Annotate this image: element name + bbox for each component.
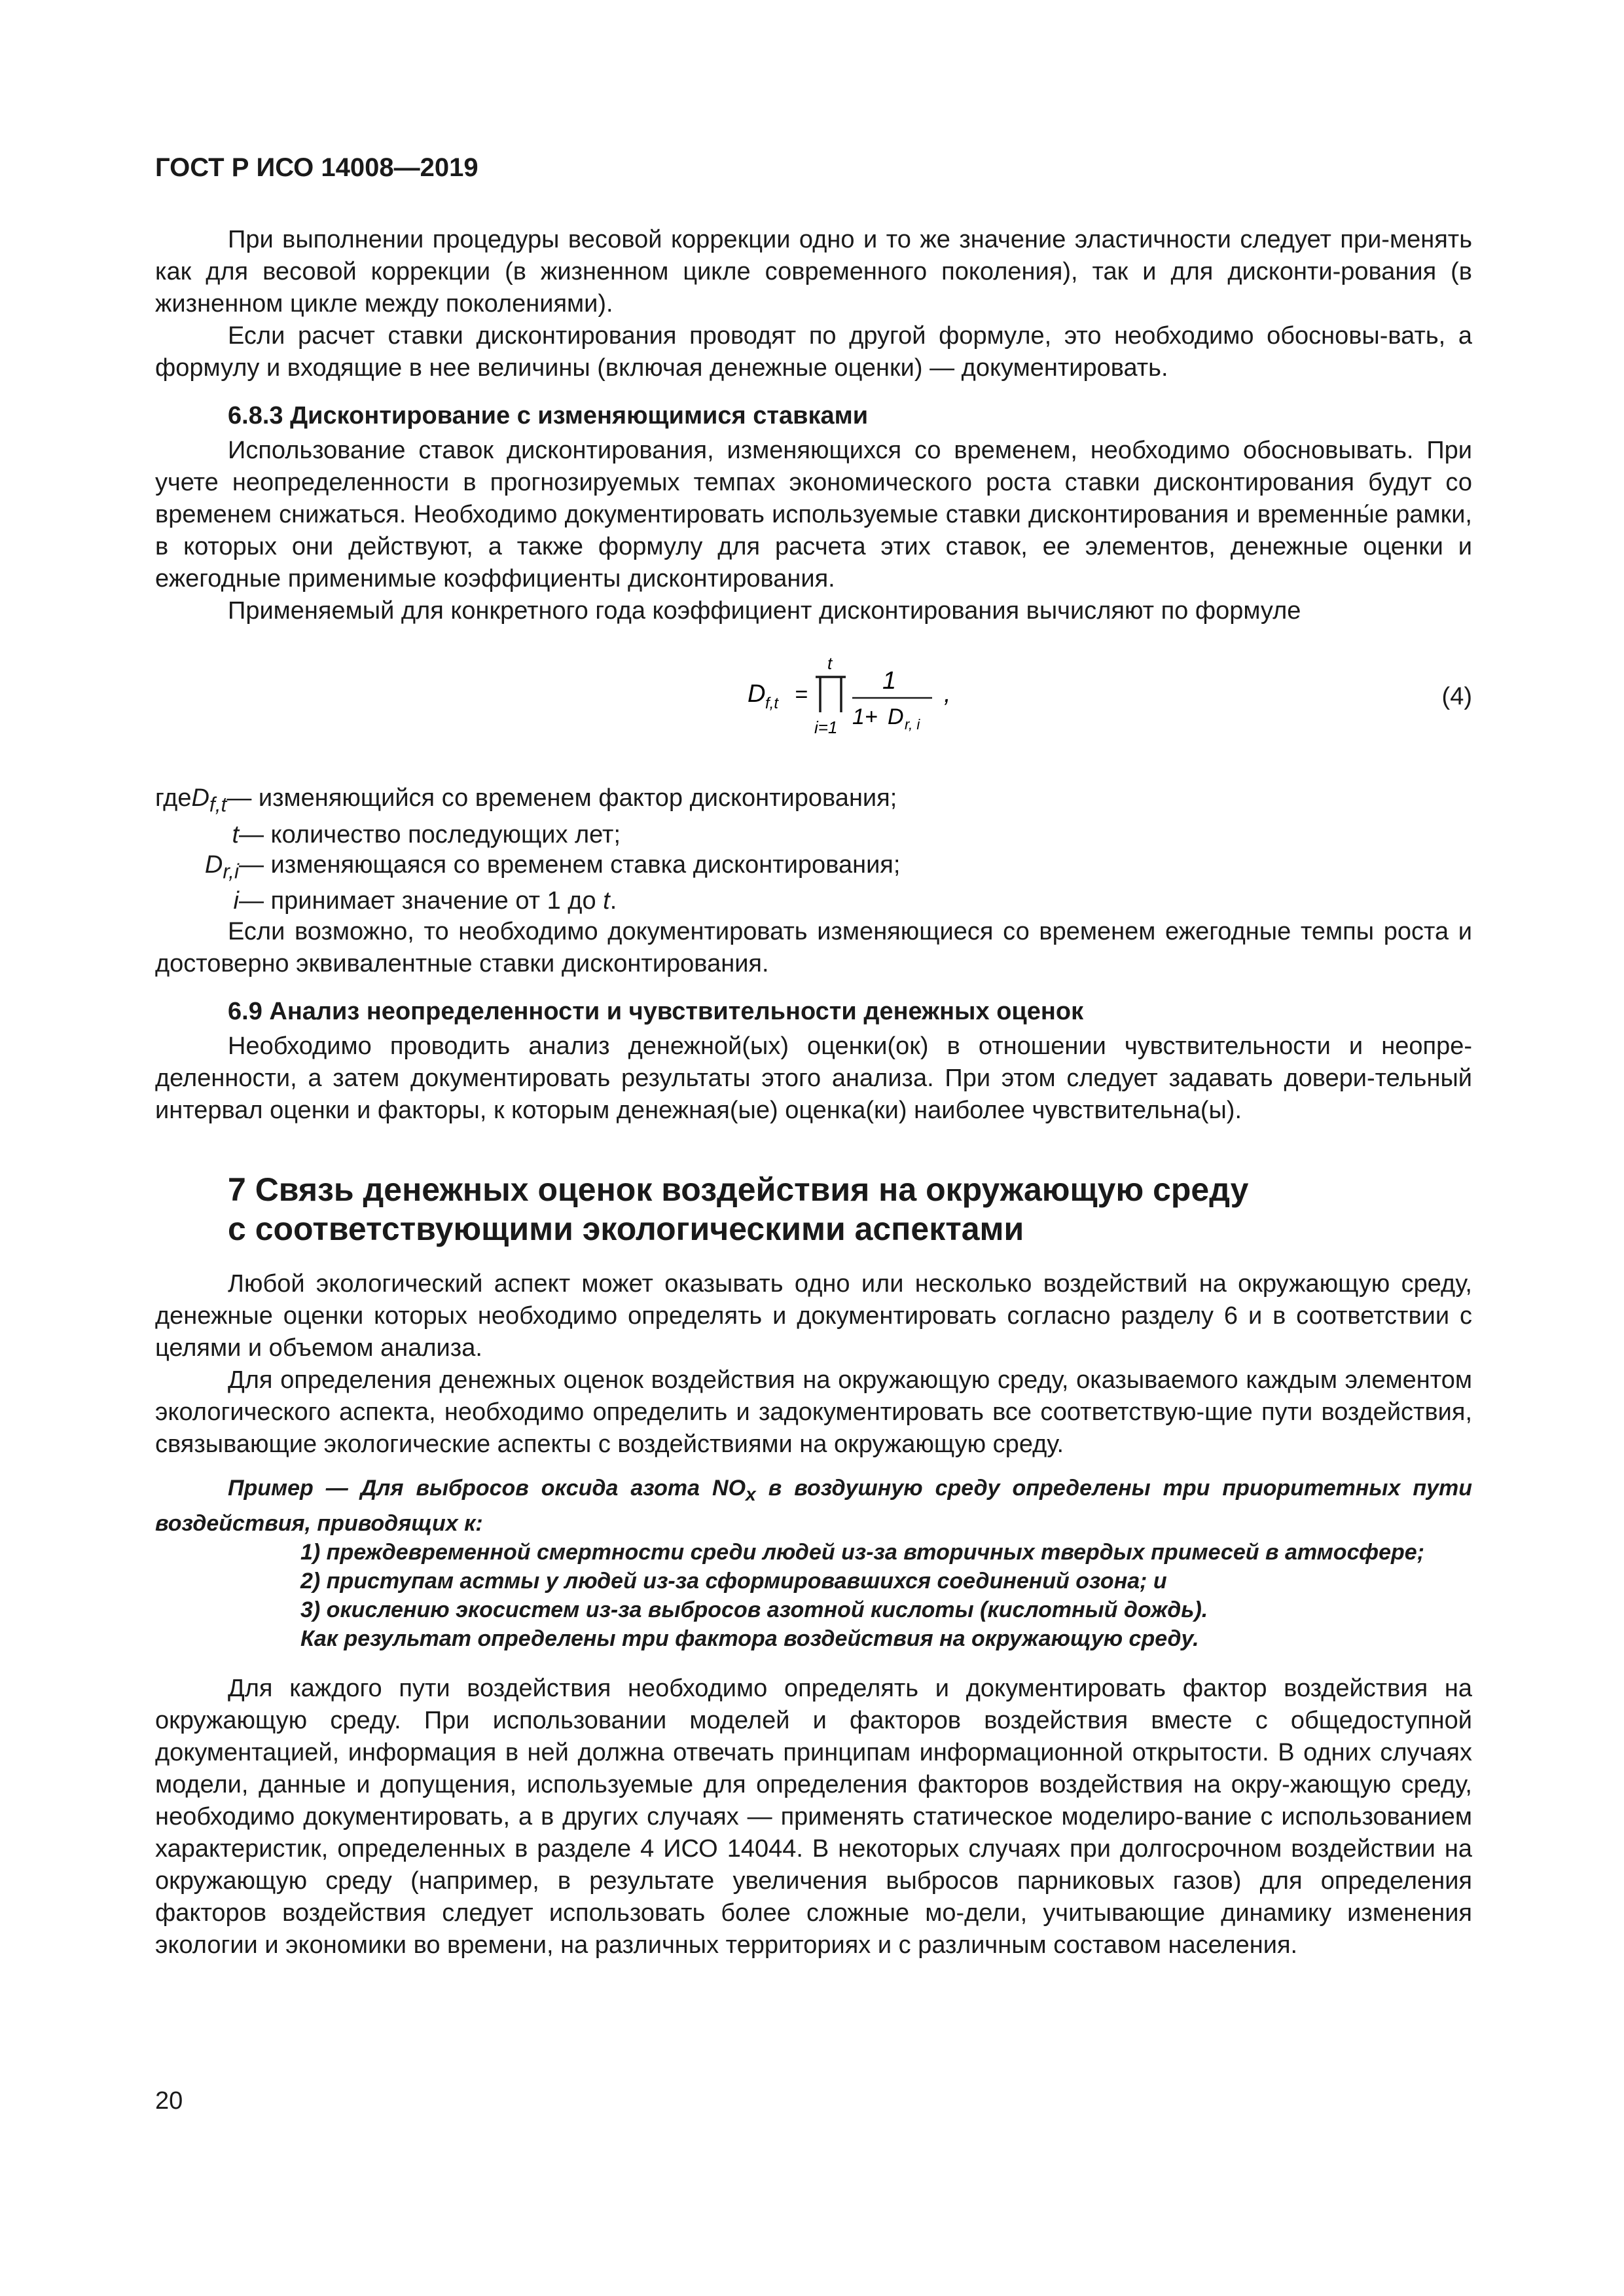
legend-symbol <box>155 820 239 850</box>
paragraph: Если возможно, то необходимо документировать изменяющиеся со временем ежегодные темпы роста и достоверно эквивалентные ставки дисконтирования. <box>155 918 1472 978</box>
page-content <box>155 224 1472 1961</box>
example-item: 3) окислению экосистем из-за выбросов азотной кислоты (кислотный дождь). <box>300 1597 1208 1622</box>
heading-line: с соответствующими экологическими аспектами <box>228 1211 1024 1248</box>
paragraph: Любой экологический аспект может оказывать одно или несколько воздействий на окружающую среду, денежные оценки которых необходимо определять и документировать согласно разделу 6 и в соответствии с целями и объемом анализа. <box>155 1270 1472 1362</box>
example-intro-b: в воздушную среду определены три приоритетных пути воздействия, приводящих к: <box>155 1476 1472 1536</box>
paragraph: Применяемый для конкретного года коэффициент дисконтирования вычисляют по формуле <box>228 597 1301 625</box>
legend-text: — количество последующих лет; <box>239 820 621 848</box>
formula-legend <box>155 783 1472 916</box>
legend-row <box>155 850 1472 886</box>
formula-equals: = <box>795 682 808 707</box>
legend-text-tail: . <box>609 887 617 915</box>
paragraph: Если расчет ставки дисконтирования проводят по другой формуле, это необходимо обосновы-вать, а формулу и входящие в нее величины (включая денежные оценки) — документировать. <box>155 322 1472 382</box>
legend-symbol-main: D <box>191 784 209 812</box>
formula-numerator: 1 <box>882 667 897 695</box>
formula-comma: , <box>944 680 951 708</box>
example-result: Как результат определены три фактора воздействия на окружающую среду. <box>300 1626 1199 1651</box>
legend-symbol-sub: f,t <box>209 792 227 816</box>
formula-denominator-subscript: r, i <box>905 716 920 733</box>
paragraph: При выполнении процедуры весовой коррекции одно и то же значение эластичности следует при-менять как для весовой коррекции (в жизненном цикле современного поколения), так и для дисконти-рования (в жизненном цикле между поколениями). <box>155 226 1472 318</box>
section-heading-6-9: 6.9 Анализ неопределенности и чувствительности денежных оценок <box>228 998 1084 1026</box>
formula-number: (4) <box>1441 683 1472 710</box>
formula-product-upper: t <box>827 657 833 673</box>
formula-lhs: D <box>748 680 766 708</box>
legend-symbol <box>155 886 239 916</box>
legend-prefix: где <box>155 784 192 812</box>
legend-symbol-main: t <box>232 820 239 848</box>
legend-symbol <box>155 850 239 886</box>
legend-symbol-main: D <box>204 850 223 879</box>
page-number: 20 <box>155 2087 183 2115</box>
formula-lhs-subscript: f,t <box>765 695 779 712</box>
example-intro-sub: x <box>746 1484 756 1505</box>
example-item: 2) приступам астмы у людей из-за сформировавшихся соединений озона; и <box>300 1568 1167 1594</box>
document-header: ГОСТ Р ИСО 14008—2019 <box>155 153 478 182</box>
legend-text <box>239 886 617 916</box>
product-symbol <box>816 677 846 712</box>
legend-row <box>155 820 1472 850</box>
example-item: 1) преждевременной смертности среди людей из-за вторичных твердых примесей в атмосфере; <box>300 1539 1425 1565</box>
example-intro <box>155 1474 1472 1538</box>
example-intro-a: Пример — Для выбросов оксида азота NO <box>228 1476 746 1501</box>
section-heading-7 <box>228 1170 1472 1248</box>
legend-text-main: — принимает значение от 1 до <box>239 887 604 915</box>
formula-4 <box>155 655 1472 752</box>
legend-symbol <box>191 783 226 820</box>
example-block <box>155 1474 1472 1653</box>
formula-expression <box>748 657 983 749</box>
formula-product-lower: i=1 <box>814 718 838 737</box>
paragraph: Для определения денежных оценок воздействия на окружающую среду, оказываемого каждым элементом экологического аспекта, необходимо определить и задокументировать все соответствую-щие пути воздействия, связывающие экологические аспекты с воздействиями на окружающую среду. <box>155 1366 1472 1459</box>
legend-row <box>155 886 1472 916</box>
legend-symbol-sub: r,i <box>223 859 239 883</box>
paragraph: Для каждого пути воздействия необходимо определять и документировать фактор воздействия на окружающую среду. При использовании моделей и факторов воздействия вместе с общедоступной документацией, информация в ней должна отвечать принципам информационной открытости. В одних случаях модели, данные и допущения, используемые для определения факторов воздействия на окру-жающую среду, необходимо документировать, а в других случаях — применять статическое моделиро-вание с использованием характеристик, определенных в разделе 4 ИСО 14044. В некоторых случаях при долгосрочном воздействии на окружающую среду (например, в результате увеличения выбросов парниковых газов) для определения факторов воздействия следует использовать более сложные мо-дели, учитывающие динамику изменения экологии и экономики во времени, на различных территориях и с различным составом населения. <box>155 1674 1472 1959</box>
legend-symbol-main: i <box>233 887 239 915</box>
paragraph: Необходимо проводить анализ денежной(ых) оценки(ок) в отношении чувствительности и неопре-деленности, а затем документировать результаты этого анализа. При этом следует задавать довери-тельный интервал оценки и факторы, к которым денежная(ые) оценка(ки) наиболее чувствительна(ы). <box>155 1032 1472 1125</box>
legend-text-italic: t <box>603 887 610 915</box>
formula-denominator: 1+ <box>852 704 878 729</box>
section-heading-6-8-3: 6.8.3 Дисконтирование с изменяющимися ставками <box>228 402 869 429</box>
heading-line: 7 Связь денежных оценок воздействия на окружающую среду <box>228 1171 1249 1209</box>
formula-denominator-var: D <box>888 704 904 729</box>
legend-text: — изменяющийся со временем фактор дисконтирования; <box>226 784 897 812</box>
paragraph: Использование ставок дисконтирования, изменяющихся со временем, необходимо обосновывать. При учете неопределенности в прогнозируемых темпах экономического роста ставки дисконтирования будут со временем снижаться. Необходимо документировать используемые ставки дисконтирования и временны́е рамки, в которых они действуют, а также формулу для расчета этих ставок, ее элементов, денежные оценки и ежегодные применимые коэффициенты дисконтирования. <box>155 437 1472 592</box>
legend-row <box>155 783 1472 820</box>
legend-text: — изменяющаяся со временем ставка дисконтирования; <box>239 850 901 879</box>
